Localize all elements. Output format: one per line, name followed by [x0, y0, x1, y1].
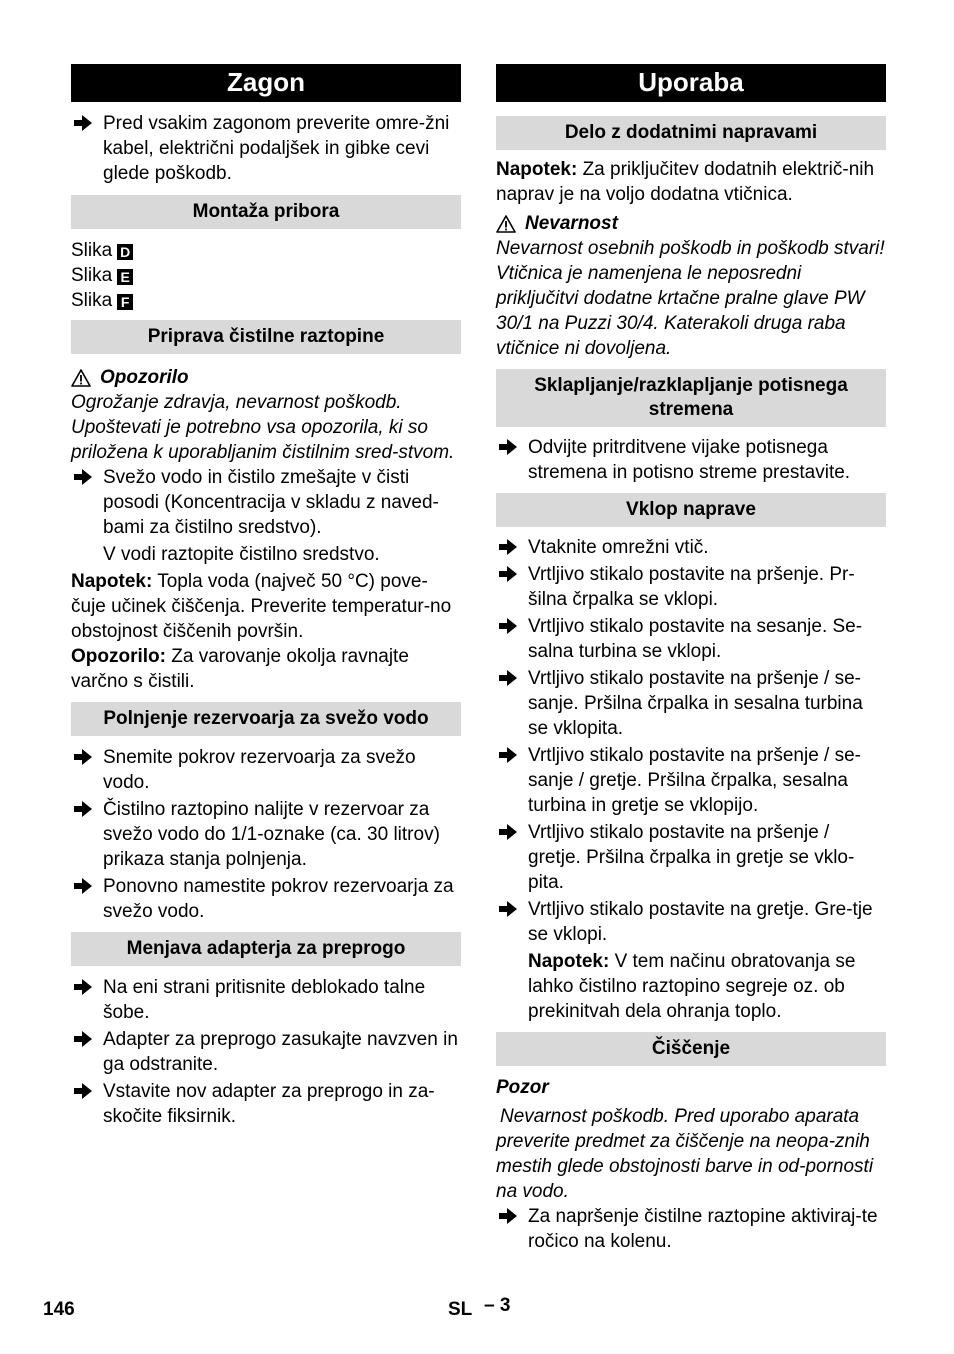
arrow-icon: [74, 749, 92, 765]
danger-heading: Nevarnost: [496, 211, 886, 236]
danger-text: Nevarnost osebnih poškodb in poškodb stvari! Vtičnica je namenjena le neposredni priključitvi dodatne krtačne pralne glave PW 30/1 na Puzzi 30/4. Katerakoli druga raba vtičnice ni dovoljena.: [496, 238, 885, 359]
list-item: Vtaknite omrežni vtič.: [496, 535, 886, 560]
list-item: Vstavite nov adapter za preprogo in za-skočite fiksirnik.: [71, 1079, 461, 1129]
arrow-icon: [74, 801, 92, 817]
environment-note: Opozorilo: Za varovanje okolja ravnajte varčno s čistili.: [71, 646, 409, 692]
figure-reference: Slika E: [71, 263, 461, 288]
list-item: Za napršenje čistilne raztopine aktiviraj-te ročico na kolenu.: [496, 1204, 886, 1254]
subsection-title-switch-on: Vklop naprave: [496, 493, 886, 527]
left-column: [71, 64, 461, 1129]
subsection-title-carpet-adapter: Menjava adapterja za preprogo: [71, 932, 461, 966]
bullet-list: [71, 975, 461, 1129]
list-item: Adapter za preprogo zasukajte navzven in ga odstranite.: [71, 1027, 461, 1077]
bullet-list: [496, 535, 886, 947]
subsection-title-fill-tank: Polnjenje rezervoarja za svežo vodo: [71, 702, 461, 736]
figure-list: [71, 238, 461, 313]
subsection-title-extra-devices: Delo z dodatnimi napravami: [496, 116, 886, 150]
caution-text: Nevarnost poškodb. Pred uporabo aparata preverite predmet za čiščenje na neopa-znih mestih glede obstojnosti barve in od-pornosti na vodo.: [496, 1106, 874, 1202]
list-item: Vrtljivo stikalo postavite na pršenje / gretje. Pršilna črpalka in gretje se vklo-pita.: [496, 820, 886, 895]
section-indicator: – 3: [484, 1295, 511, 1316]
list-item: Vrtljivo stikalo postavite na pršenje / se-sanje / gretje. Pršilna črpalka, sesalna turbina in gretje se vklopijo.: [496, 743, 886, 818]
list-item: Na eni strani pritisnite deblokado talne šobe.: [71, 975, 461, 1025]
arrow-icon: [74, 1083, 92, 1099]
bullet-list: [71, 745, 461, 924]
arrow-icon: [499, 901, 517, 917]
figure-reference: Slika D: [71, 238, 461, 263]
arrow-icon: [499, 539, 517, 555]
note-paragraph: Napotek: Za priključitev dodatnih električ-nih naprav je na voljo dodatna vtičnica.: [496, 159, 875, 205]
arrow-icon: [74, 1031, 92, 1047]
section-title-uporaba: Uporaba: [496, 64, 886, 102]
figure-letter: F: [117, 294, 133, 310]
list-item: Odvijte pritrditvene vijake potisnega stremena in potisno streme prestavite.: [496, 435, 886, 485]
arrow-icon: [499, 824, 517, 840]
warning-triangle-icon: [496, 215, 516, 233]
right-column: [496, 64, 886, 1254]
arrow-icon: [74, 469, 92, 485]
list-item: Svežo vodo in čistilo zmešajte v čisti posodi (Koncentracija v skladu z naved-bami za čistilno sredstvo).: [71, 465, 461, 540]
warning-heading: Opozorilo: [71, 365, 461, 390]
caution-heading: Pozor: [496, 1077, 549, 1098]
page-number: 146: [43, 1299, 75, 1320]
subsection-title-push-handle: Sklapljanje/razklapljanje potisnega stremena: [496, 369, 886, 427]
arrow-icon: [499, 747, 517, 763]
arrow-icon: [74, 979, 92, 995]
list-item: Vrtljivo stikalo postavite na pršenje. Pr-šilna črpalka se vklopi.: [496, 562, 886, 612]
arrow-icon: [499, 439, 517, 455]
list-item: Ponovno namestite pokrov rezervoarja za svežo vodo.: [71, 874, 461, 924]
list-item: Vrtljivo stikalo postavite na sesanje. Se-salna turbina se vklopi.: [496, 614, 886, 664]
warning-text: Ogrožanje zdravja, nevarnost poškodb. Upoštevati je potrebno vsa opozorila, ki so priložena k uporabljanim čistilnim sred-stvom.: [71, 392, 455, 463]
subsection-title-solution: Priprava čistilne raztopine: [71, 320, 461, 354]
note-paragraph: Napotek: V tem načinu obratovanja se lahko čistilno raztopino segreje oz. ob prekinitvah dela ohranja toplo.: [528, 951, 856, 1022]
list-item: Pred vsakim zagonom preverite omre-žni kabel, električni podaljšek in gibke cevi glede poškodb.: [71, 111, 461, 186]
figure-letter: D: [117, 244, 133, 260]
figure-letter: E: [117, 269, 133, 285]
subsection-title-accessory: Montaža pribora: [71, 195, 461, 229]
list-item: Vrtljivo stikalo postavite na pršenje / se-sanje. Pršilna črpalka in sesalna turbina se vklopita.: [496, 666, 886, 741]
arrow-icon: [499, 1208, 517, 1224]
note-paragraph: Napotek: Topla voda (največ 50 °C) pove-čuje učinek čiščenja. Preverite temperatur-no obstojnost čiščenih površin.: [71, 571, 452, 642]
list-item: Vrtljivo stikalo postavite na gretje. Gre-tje se vklopi.: [496, 897, 886, 947]
arrow-icon: [499, 566, 517, 582]
arrow-icon: [499, 618, 517, 634]
language-code: SL: [448, 1299, 473, 1320]
warning-triangle-icon: [71, 369, 91, 387]
section-title-zagon: Zagon: [71, 64, 461, 102]
arrow-icon: [74, 878, 92, 894]
list-item: Snemite pokrov rezervoarja za svežo vodo.: [71, 745, 461, 795]
arrow-icon: [499, 670, 517, 686]
list-item: Čistilno raztopino nalijte v rezervoar za svežo vodo do 1/1-oznake (ca. 30 litrov) prikaza stanja polnjenja.: [71, 797, 461, 872]
figure-reference: Slika F: [71, 288, 461, 313]
subsection-title-cleaning: Čiščenje: [496, 1032, 886, 1066]
list-subitem: V vodi raztopite čistilno sredstvo.: [103, 544, 380, 565]
arrow-icon: [74, 115, 92, 131]
